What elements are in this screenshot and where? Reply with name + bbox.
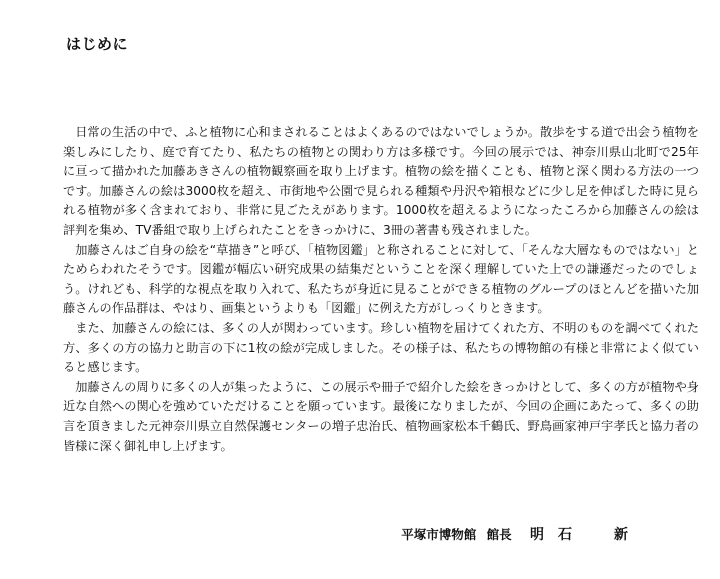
paragraph: また、加藤さんの絵には、多くの人が関わっています。珍しい植物を届けてくれた方、不明のものを調べてくれた方、多くの方の協力と助言の下に1枚の絵が完成しました。その様子は、私たちの博物館の有様と非常によく似ていると感じます。 — [63, 320, 699, 375]
signature-name: 明石 新 — [530, 527, 642, 543]
paragraph: 加藤さんはご自身の絵を“草描き”と呼び、「植物図鑑」と称されることに対して、「そんな大層なものではない」とためらわれたそうです。図鑑が幅広い研究成果の結集だということを深く理解していた上での謙遜だったのでしょう。けれども、科学的な視点を取り入れて、私たちが身近に見ることができる植物のグループのほとんどを描いた加藤さんの作品群は、やはり、画集というよりも「図鑑」に例えた方がしっくりときます。 — [63, 242, 699, 316]
signature-block — [401, 524, 642, 544]
page-heading: はじめに — [66, 35, 129, 53]
signature-title: 館長 — [486, 527, 512, 542]
paragraph: 加藤さんの周りに多くの人が集ったように、この展示や冊子で紹介した絵をきっかけとして、多くの方が植物や身近な自然への関心を強めていただけることを願っています。最後になりましたが、今回の企画にあたって、多くの助言を頂きました元神奈川県立自然保護センターの増子忠治氏、植物画家松本千鶴氏、野鳥画家神戸宇孝氏と協力者の皆様に深く御礼申し上げます。 — [63, 379, 699, 453]
signature-organization: 平塚市博物館 — [401, 527, 477, 542]
document-body — [63, 123, 699, 456]
paragraph: 日常の生活の中で、ふと植物に心和まされることはよくあるのではないでしょうか。散歩をする道で出会う植物を楽しみにしたり、庭で育てたり、私たちの植物との関わり方は多様です。今回の展示では、神奈川県山北町で25年に亘って描かれた加藤あきさんの植物観察画を取り上げます。植物の絵を描くことも、植物と深く関わる方法の一つです。加藤さんの絵は3000枚を超え、市街地や公園で見られる種類や丹沢や箱根などに少し足を伸ばした時に見られる植物が多く含まれており、非常に見ごたえがあります。1000枚を超えるようになったころから加藤さんの絵は評判を集め、TV番組で取り上げられたことをきっかけに、3冊の著書も残されました。 — [63, 125, 699, 237]
